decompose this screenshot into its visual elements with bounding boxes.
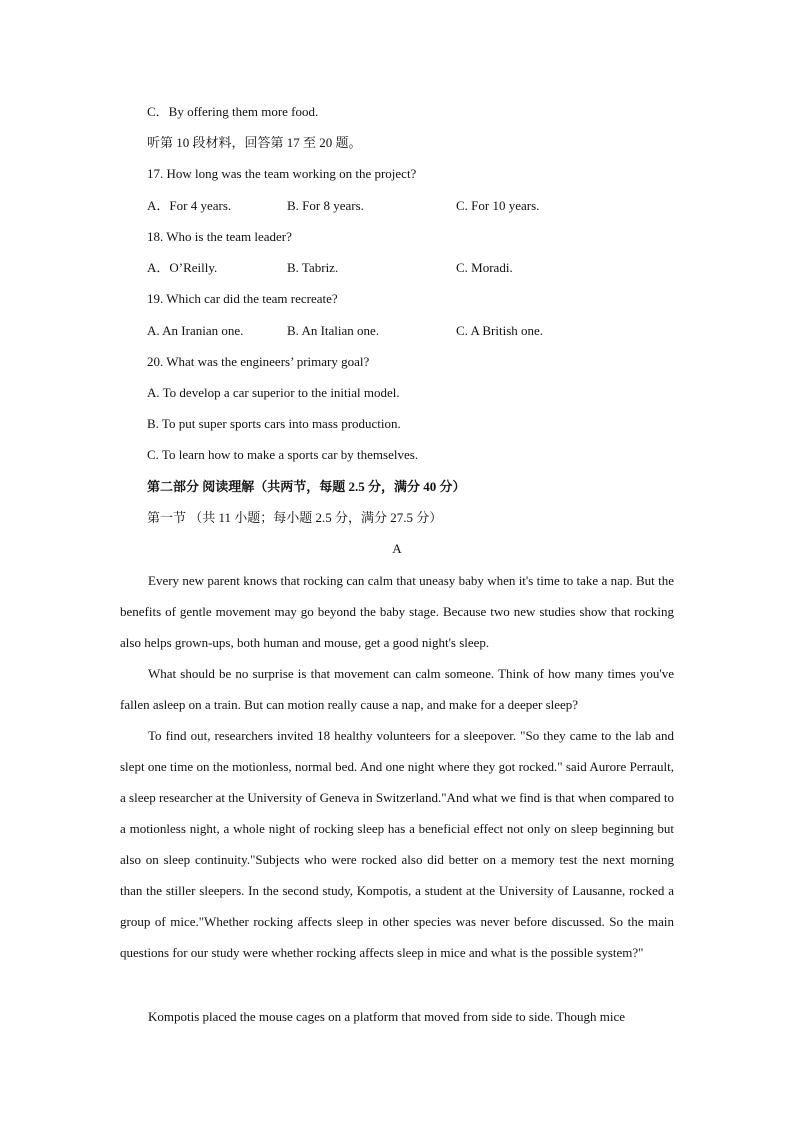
passage-paragraph: Kompotis placed the mouse cages on a platform that moved from side to side. Though mice (148, 1009, 626, 1024)
question-20-option-c: C. To learn how to make a sports car by themselves. (147, 447, 419, 462)
question-18-option-b: B. Tabriz. (287, 260, 339, 275)
question-20-option-b: B. To put super sports cars into mass production. (147, 416, 401, 431)
question-19-option-c: C. A British one. (456, 323, 544, 338)
question-18-option-a: A．O’Reilly. (147, 260, 218, 275)
passage-label: A (392, 541, 402, 556)
passage-paragraph: To find out, researchers invited 18 healthy volunteers for a sleepover. "So they came to the lab and slept one time on the motionless, normal bed. And one night where they got rocked." said Aurore Perrault, a sleep researcher at the University of Geneva in Switzerland."And what we find is that when compared to a motionless night, a whole night of rocking sleep has a beneficial effect not only on sleep beginning but also on sleep continuity."Subjects who were rocked also did better on a memory test the next morning than the stiller sleepers. In the second study, Kompotis, a student at the University of Lausanne, rocked a group of mice."Whether rocking affects sleep in other species was never before discussed. So the main questions for our study were whether rocking affects sleep in mice and what is the possible system?" (120, 728, 675, 960)
question-20-option-a: A. To develop a car superior to the initial model. (147, 385, 400, 400)
question-20: 20. What was the engineers’ primary goal? (147, 354, 370, 369)
part-2-heading: 第二部分 阅读理解（共两节，每题 2.5 分，满分 40 分） (147, 479, 466, 494)
question-17-option-a: A．For 4 years. (147, 198, 232, 213)
question-17-option-c: C. For 10 years. (456, 198, 540, 213)
question-18-option-c: C. Moradi. (456, 260, 513, 275)
question-18: 18. Who is the team leader? (147, 229, 292, 244)
section-1-heading: 第一节 （共 11 小题；每小题 2.5 分，满分 27.5 分） (147, 510, 443, 525)
question-19-option-b: B. An Italian one. (287, 323, 380, 338)
listening-material-10-instruction: 听第 10 段材料，回答第 17 至 20 题。 (147, 135, 362, 150)
question-16-option-c: C．By offering them more food. (147, 104, 319, 119)
question-17: 17. How long was the team working on the project? (147, 166, 417, 181)
passage-paragraph: Every new parent knows that rocking can calm that uneasy baby when it's time to take a nap. But the benefits of gentle movement may go beyond the baby stage. Because two new studies show that rocking also helps grown-ups, both human and mouse, get a good night's sleep. (120, 573, 674, 650)
passage-paragraph: What should be no surprise is that movement can calm someone. Think of how many times you've fallen asleep on a train. But can motion really cause a nap, and make for a deeper sleep? (120, 666, 674, 712)
question-19: 19. Which car did the team recreate? (147, 291, 338, 306)
question-19-option-a: A. An Iranian one. (147, 323, 244, 338)
question-17-option-b: B. For 8 years. (287, 198, 364, 213)
